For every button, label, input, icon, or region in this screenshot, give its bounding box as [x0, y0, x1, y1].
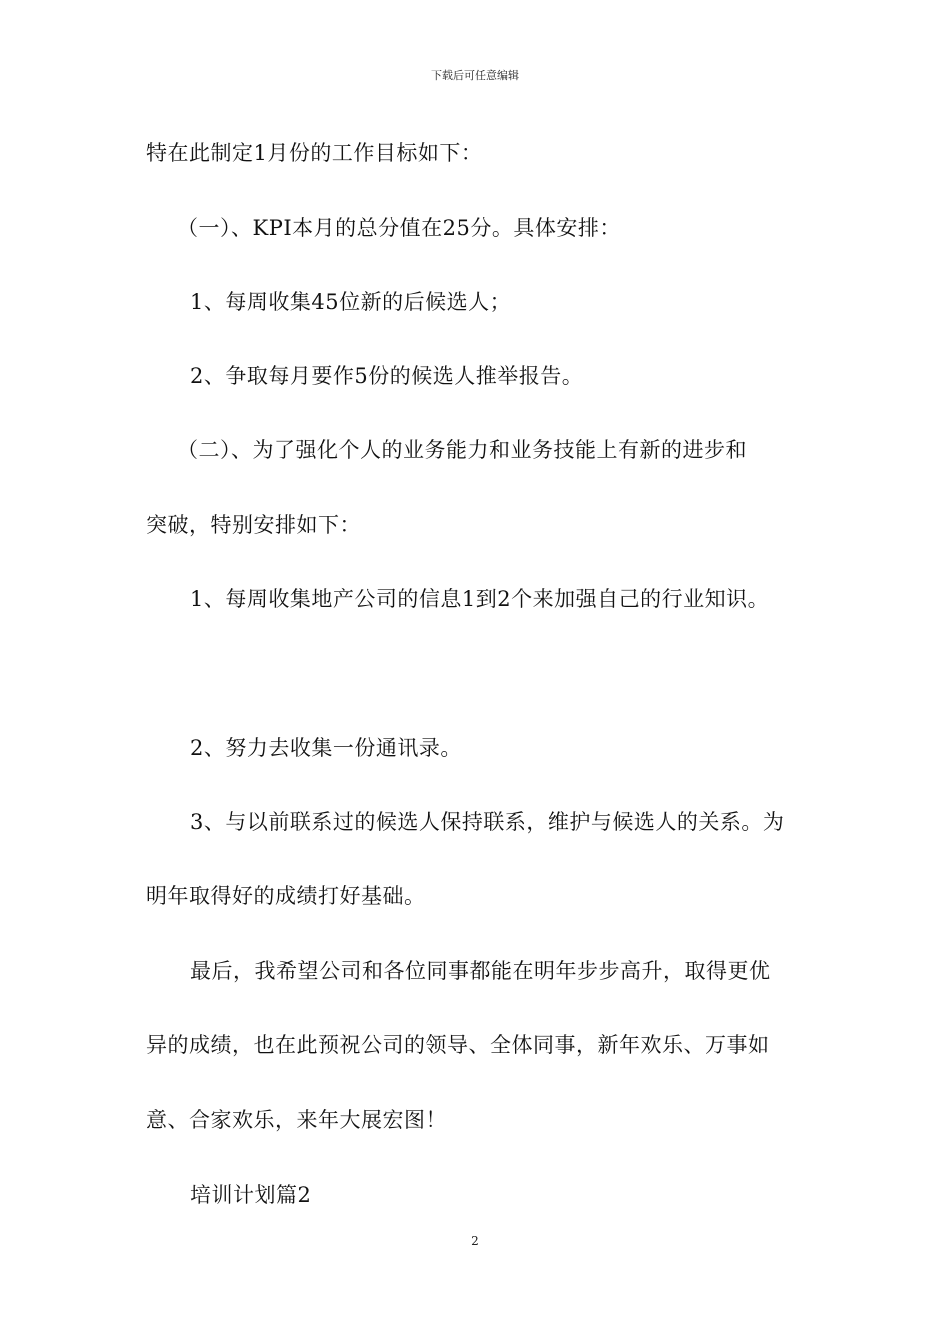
list-item: 2、努力去收集一份通讯录。	[190, 736, 462, 760]
paragraph-line: 最后，我希望公司和各位同事都能在明年步步高升，取得更优	[190, 959, 771, 983]
list-item: 1、每周收集45位新的后候选人；	[190, 290, 512, 314]
paragraph-line: （一）、KPI本月的总分值在25分。具体安排：	[177, 216, 621, 240]
list-item: 2、争取每月要作5份的候选人推举报告。	[190, 364, 584, 388]
paragraph-line: 特在此制定1月份的工作目标如下：	[146, 141, 483, 165]
paragraph-line: （二）、为了强化个人的业务能力和业务技能上有新的进步和	[177, 438, 747, 462]
page-number: 2	[471, 1234, 479, 1248]
paragraph-line: 突破，特别安排如下：	[146, 513, 361, 537]
paragraph-line: 意、合家欢乐，来年大展宏图！	[146, 1108, 447, 1132]
paragraph-line: 明年取得好的成绩打好基础。	[146, 884, 426, 908]
list-item: 1、每周收集地产公司的信息1到2个来加强自己的行业知识。	[190, 587, 770, 611]
page-header: 下载后可任意编辑	[431, 69, 519, 82]
list-item: 3、与以前联系过的候选人保持联系，维护与候选人的关系。为	[190, 810, 785, 834]
paragraph-line: 异的成绩，也在此预祝公司的领导、全体同事，新年欢乐、万事如	[146, 1033, 770, 1057]
section-heading: 培训计划篇2	[190, 1183, 312, 1207]
